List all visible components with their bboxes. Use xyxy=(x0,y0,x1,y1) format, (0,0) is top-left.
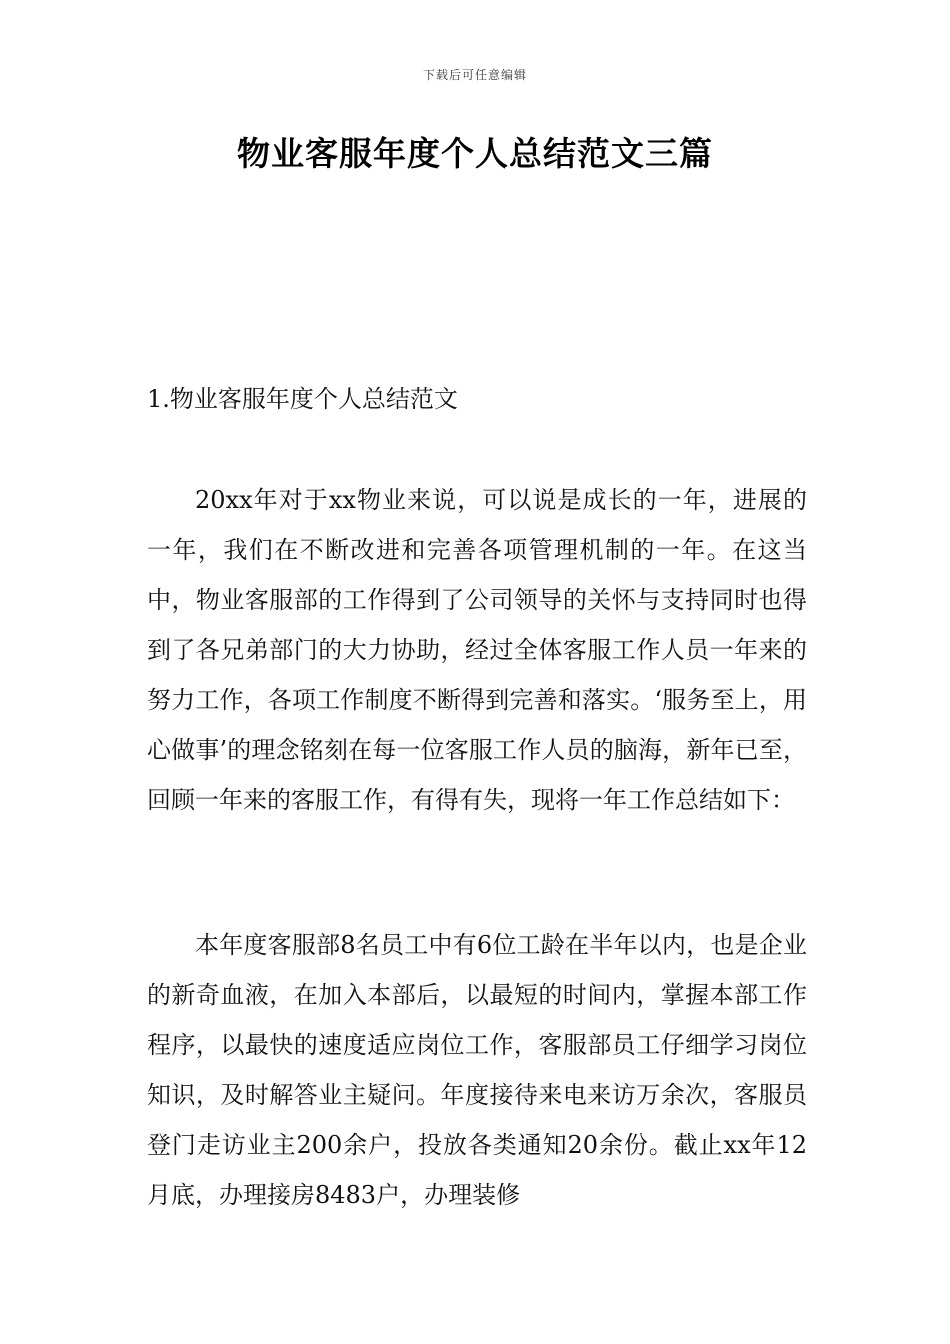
body-paragraph: 本年度客服部8名员工中有6位工龄在半年以内，也是企业的新奇血液，在加入本部后，以最短的时间内，掌握本部工作程序，以最快的速度适应岗位工作，客服部员工仔细学习岗位知识，及时解答业主疑问。年度接待来电来访万余次，客服员登门走访业主200余户，投放各类通知20余份。截止xx年12月底，办理接房8483户，办理装修 xyxy=(147,931,807,1209)
body-paragraph: 20xx年对于xx物业来说，可以说是成长的一年，进展的一年，我们在不断改进和完善各项管理机制的一年。在这当中，物业客服部的工作得到了公司领导的关怀与支持同时也得到了各兄弟部门的大力协助，经过全体客服工作人员一年来的努力工作，各项工作制度不断得到完善和落实。‘服务至上，用心做事’的理念铭刻在每一位客服工作人员的脑海，新年已至，回顾一年来的客服工作，有得有失，现将一年工作总结如下： xyxy=(147,486,807,814)
header-note: 下载后可任意编辑 xyxy=(422,68,527,82)
section-heading: 1.物业客服年度个人总结范文 xyxy=(147,385,458,413)
document-title: 物业客服年度个人总结范文三篇 xyxy=(237,134,713,173)
